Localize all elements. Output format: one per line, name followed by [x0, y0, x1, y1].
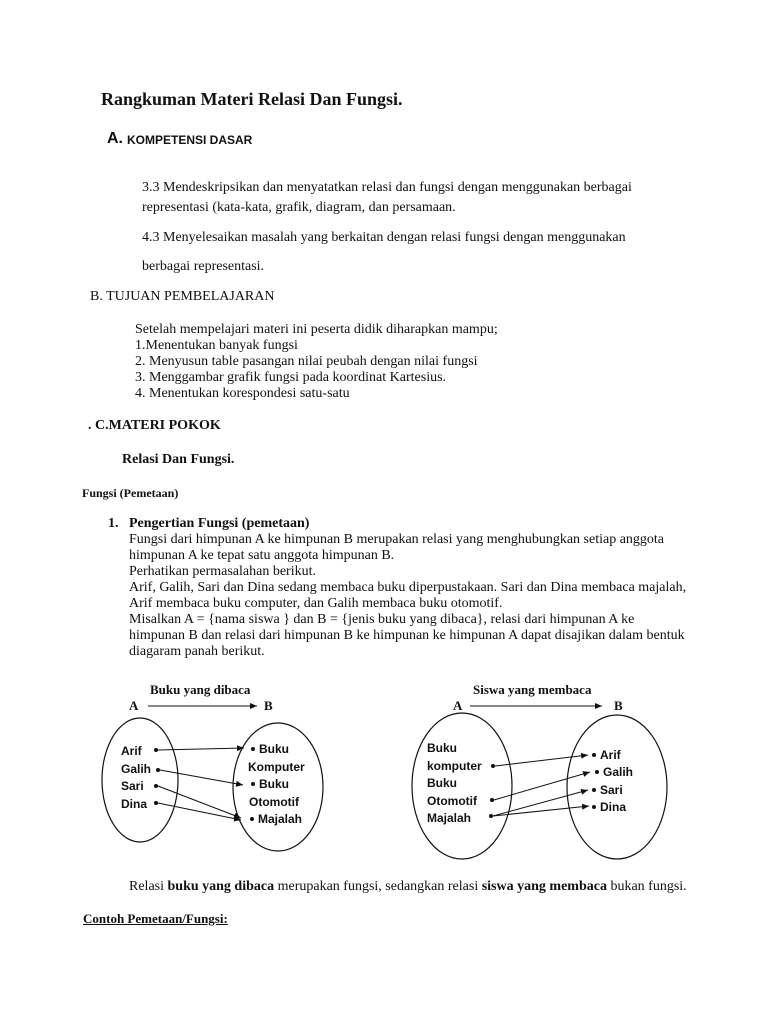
left-set-a-item: Dina	[121, 797, 148, 811]
diagram-left-arrow	[158, 786, 241, 818]
diagram-right-title: Siswa yang membaca	[473, 682, 592, 697]
left-set-b-point	[250, 817, 254, 821]
right-set-b-point	[592, 753, 596, 757]
left-set-a-item: Arif	[121, 744, 142, 758]
kesimpulan-part: Relasi	[129, 879, 168, 894]
kesimpulan-text	[129, 879, 687, 895]
kesimpulan-part: merupakan fungsi, sedangkan relasi	[274, 879, 482, 894]
contoh-heading: Contoh Pemetaan/Fungsi:	[83, 911, 228, 926]
diagram-left-label-a: A	[129, 698, 139, 713]
section-b-heading: B. TUJUAN PEMBELAJARAN	[90, 289, 275, 304]
diagram-right-label-a: A	[453, 698, 463, 713]
tujuan-item: 2. Menyusun table pasangan nilai peubah dengan nilai fungsi	[135, 354, 478, 369]
left-set-b-item: Otomotif	[249, 795, 299, 809]
right-set-a-item: Majalah	[427, 811, 472, 825]
section-a-heading: KOMPETENSI DASAR	[127, 133, 253, 147]
right-set-b-item: Galih	[603, 765, 634, 779]
right-set-a-item: komputer	[427, 759, 482, 773]
right-set-b-point	[595, 770, 599, 774]
tujuan-item: 3. Menggambar grafik fungsi pada koordinat Kartesius.	[135, 370, 447, 385]
left-set-b-item: Komputer	[248, 760, 305, 774]
section-c-heading: . C.MATERI POKOK	[88, 418, 221, 433]
kesimpulan-part: bukan fungsi.	[606, 879, 687, 894]
left-set-b-item: Buku	[259, 777, 289, 791]
left-set-a-point	[156, 768, 160, 772]
kompetensi-item: berbagai representasi.	[142, 259, 265, 274]
kompetensi-item: 3.3 Mendeskripsikan dan menyatatkan relasi dan fungsi dengan menggunakan berbagai representasi (kata-kata, grafik, diagram, dan persamaan.	[142, 180, 632, 215]
left-set-a-point	[154, 801, 158, 805]
tujuan-intro: Setelah mempelajari materi ini peserta didik diharapkan mampu;	[135, 322, 498, 337]
tujuan-item: 4. Menentukan korespondesi satu-satu	[135, 386, 350, 401]
tujuan-item: 1.Menentukan banyak fungsi	[135, 338, 298, 353]
right-set-b-item: Sari	[600, 783, 623, 797]
pengertian-line: Fungsi dari himpunan A ke himpunan B merupakan relasi yang menghubungkan setiap anggota himpunan A ke tepat satu anggota himpunan B.	[129, 532, 665, 563]
list-number: 1.	[108, 516, 119, 531]
section-a-letter: A.	[107, 130, 123, 147]
pengertian-line: Misalkan A = {nama siswa } dan B = {jenis buku yang dibaca}, relasi dari himpunan A ke himpunan B dan relasi dari himpunan B ke himpunan ke himpunan A dapat disajikan dalam bentuk diagaram panah berikut.	[129, 612, 685, 659]
diagram-right-arrow	[493, 790, 588, 816]
diagram-right-arrow	[493, 806, 589, 816]
right-set-a-point	[490, 798, 494, 802]
right-set-a-item: Buku	[427, 776, 457, 790]
left-set-b-item: Buku	[259, 742, 289, 756]
right-set-a-point	[491, 764, 495, 768]
diagram-left-arrow	[160, 770, 243, 785]
pengertian-line: Arif, Galih, Sari dan Dina sedang membaca buku diperpustakaan. Sari dan Dina membaca majalah, Arif membaca buku computer, dan Galih membaca buku otomotif.	[129, 580, 687, 611]
right-set-a-item: Otomotif	[427, 794, 477, 808]
left-set-a-item: Galih	[121, 762, 152, 776]
left-set-a-point	[154, 748, 158, 752]
kesimpulan-bold: siswa yang membaca	[481, 879, 607, 894]
relasi-subheading: Relasi Dan Fungsi.	[122, 452, 235, 467]
page-title: Rangkuman Materi Relasi Dan Fungsi.	[101, 89, 403, 109]
kesimpulan-bold: buku yang dibaca	[167, 879, 275, 894]
left-set-b-item: Majalah	[258, 812, 303, 826]
pengertian-heading: Pengertian Fungsi (pemetaan)	[129, 516, 310, 531]
diagram-right-label-b: B	[614, 698, 623, 713]
fungsi-heading: Fungsi (Pemetaan)	[82, 486, 179, 500]
diagram-left-arrow	[158, 748, 244, 750]
diagram-left-label-b: B	[264, 698, 273, 713]
right-set-a-item: Buku	[427, 741, 457, 755]
right-set-b-item: Arif	[600, 748, 621, 762]
right-set-b-point	[592, 788, 596, 792]
left-set-b-point	[251, 747, 255, 751]
left-set-a-point	[154, 784, 158, 788]
diagram-left-title: Buku yang dibaca	[150, 682, 251, 697]
kompetensi-item: 4.3 Menyelesaikan masalah yang berkaitan dengan relasi fungsi dengan menggunakan	[142, 230, 626, 245]
right-set-a-point	[489, 814, 493, 818]
left-set-a-item: Sari	[121, 779, 144, 793]
pengertian-line: Perhatikan permasalahan berikut.	[129, 564, 316, 579]
right-set-b-item: Dina	[600, 800, 627, 814]
left-set-b-point	[251, 782, 255, 786]
diagram-right-arrow	[494, 772, 590, 800]
right-set-b-point	[592, 805, 596, 809]
